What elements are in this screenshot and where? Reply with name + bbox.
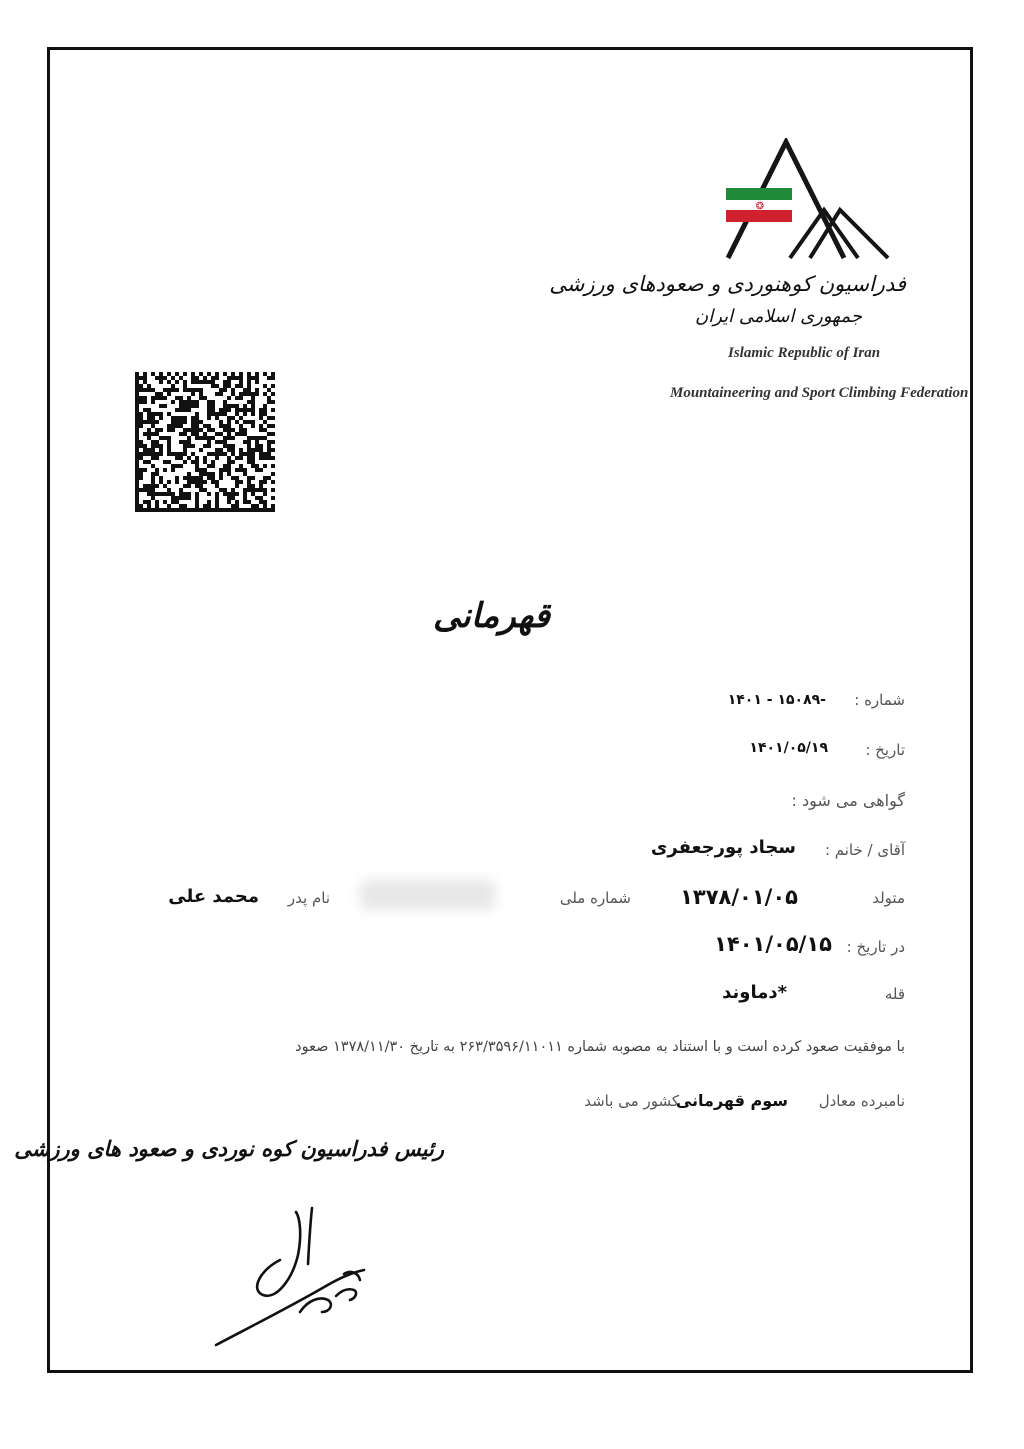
- federation-logo-icon: [720, 138, 895, 263]
- born-label: متولد: [872, 889, 905, 907]
- certify-text: گواهی می شود :: [791, 791, 905, 810]
- on-date-label: در تاریخ :: [846, 938, 905, 956]
- equivalent-value: سوم قهرمانی: [675, 1091, 788, 1110]
- logo-english-country: Islamic Republic of Iran: [728, 345, 881, 361]
- datamatrix-code-icon: [135, 372, 275, 512]
- svg-text:❂: ❂: [755, 201, 765, 212]
- person-label: آقای / خانم :: [824, 841, 905, 859]
- national-id-label: شماره ملی: [559, 889, 631, 907]
- equivalent-suffix: کشور می باشد: [584, 1092, 679, 1110]
- logo-persian-name: فدراسیون کوهنوردی و صعودهای ورزشی: [549, 272, 906, 296]
- on-date-value: ۱۴۰۱/۰۵/۱۵: [714, 932, 832, 956]
- logo-persian-country: جمهوری اسلامی ایران: [695, 306, 862, 327]
- peak-value: *دماوند: [722, 982, 787, 1003]
- signature-icon: [208, 1200, 378, 1350]
- body-text: با موفقیت صعود کرده است و با استناد به مصوبه شماره ۲۶۳/۳۵۹۶/۱۱۰۱۱ به تاریخ ۱۳۷۸/۱۱/۳۰ صعود: [295, 1039, 905, 1055]
- number-label: شماره :: [854, 691, 905, 709]
- date-label: تاریخ :: [865, 741, 905, 759]
- equivalent-label: نامبرده معادل: [818, 1092, 905, 1110]
- certificate-title: قهرمانی: [432, 596, 550, 636]
- national-id-redacted: [360, 880, 495, 910]
- logo-english-federation: Mountaineering and Sport Climbing Federation: [670, 385, 969, 401]
- father-name: محمد علی: [168, 886, 259, 907]
- number-value: ۱۴۰۱ - ۱۵۰۸۹-: [727, 692, 826, 708]
- signature-title: رئیس فدراسیون کوه نوردی و صعود های ورزشی: [14, 1136, 444, 1161]
- date-value: ۱۴۰۱/۰۵/۱۹: [749, 740, 828, 756]
- born-value: ۱۳۷۸/۰۱/۰۵: [680, 885, 798, 909]
- father-label: نام پدر: [287, 889, 330, 907]
- person-name: سجاد پورجعفری: [650, 837, 796, 858]
- peak-label: قله: [884, 985, 905, 1003]
